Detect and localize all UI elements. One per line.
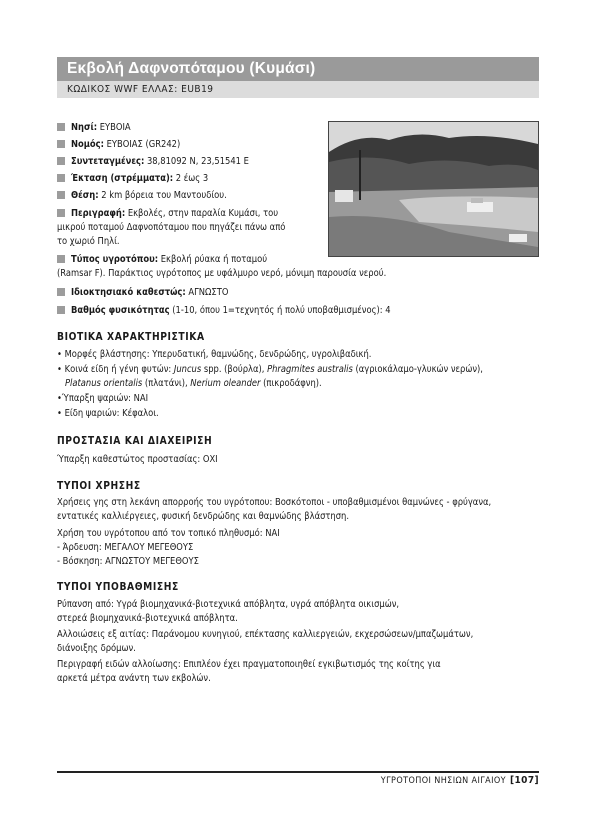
footer-divider [57,771,539,773]
uses-line-2: εντατικές καλλιέργειες, φυσική δενδρώδης και θαμνώδης βλάστηση. [57,511,349,522]
bullet-square [57,191,65,199]
field-ownership: Ιδιοκτησιακό καθεστώς: ΑΓΝΩΣΤΟ [57,286,228,300]
protection-status: Ύπαρξη καθεστώτος προστασίας: ΟΧΙ [57,454,218,465]
section-heading-degradation: ΤΥΠΟΙ ΥΠΟΒΑΘΜΙΣΗΣ [57,582,179,593]
site-photo [328,121,539,257]
bullet-square [57,157,65,165]
bullet-square [57,306,65,314]
field-prefecture: Νομός: ΕΥΒΟΙΑΣ (GR242) [57,138,180,152]
uses-line-5: - Βόσκηση: ΑΓΝΩΣΤΟΥ ΜΕΓΕΘΟΥΣ [57,556,199,567]
bullet-square [57,174,65,182]
degradation-line-1: Ρύπανση από: Υγρά βιομηχανικά-βιοτεχνικά απόβλητα, υγρά απόβλητα οικισμών, [57,599,400,610]
bio-plants-cont: Platanus orientalis (πλατάνι), Nerium oleander (πικροδάφνη). [65,378,322,389]
bio-vegetation: • Μορφές βλάστησης: Υπερυδατική, θαμνώδης, δενδρώδης, υγρολιβαδική. [57,349,372,360]
wwf-code: ΚΩΔΙΚΟΣ WWF ΕΛΛΑΣ: EUB19 [57,81,539,98]
bullet-square [57,209,65,217]
bio-fish-species: • Είδη ψαριών: Κέφαλοι. [57,408,159,419]
uses-line-4: - Άρδευση: ΜΕΓΑΛΟΥ ΜΕΓΕΘΟΥΣ [57,542,194,553]
bullet-square [57,255,65,263]
field-position: Θέση: 2 km βόρεια του Μαντουδίου. [57,189,227,203]
degradation-line-3: Αλλοιώσεις εξ αιτίας: Παράνομου κυνηγιού, επέκτασης καλλιεργειών, εκχερσώσεων/μπαζωμάτων, [57,629,474,640]
field-naturalness: Βαθμός φυσικότητας (1-10, όπου 1=τεχνητός ή πολύ υποβαθμισμένος): 4 [57,304,391,318]
degradation-line-6: αρκετά μέτρα ανάντη των εκβολών. [57,673,211,684]
footer-title: ΥΓΡΟΤΟΠΟΙ ΝΗΣΙΩΝ ΑΙΓΑΙΟΥ [380,776,506,786]
section-heading-uses: ΤΥΠΟΙ ΧΡΗΣΗΣ [57,481,141,492]
page-title: Εκβολή Δαφνοπόταμου (Κυμάσι) [57,57,539,81]
uses-line-1: Χρήσεις γης στη λεκάνη απορροής του υγρότοπου: Βοσκότοποι - υποβαθμισμένοι θαμνώνες - φρύγανα, [57,497,492,508]
degradation-line-5: Περιγραφή ειδών αλλοίωσης: Επιπλέον έχει πραγματοποιηθεί εγκιβωτισμός της κοίτης για [57,659,441,670]
degradation-line-2: στερεά βιομηχανικά-βιοτεχνικά απόβλητα. [57,613,238,624]
section-heading-protection: ΠΡΟΣΤΑΣΙΑ ΚΑΙ ΔΙΑΧΕΙΡΙΣΗ [57,436,213,447]
field-description: Περιγραφή: Εκβολές, στην παραλία Κυμάσι, του μικρού ποταμού Δαφνοπόταμου που πηγάζει πάνω από το χωριό Πηλί. [57,208,286,247]
uses-line-3: Χρήση του υγρότοπου από τον τοπικό πληθυσμό: ΝΑΙ [57,528,280,539]
footer [381,775,539,786]
field-area: Έκταση (στρέμματα): 2 έως 3 [57,172,208,186]
page-number: [107] [509,775,539,786]
field-coordinates: Συντεταγμένες: 38,81092 N, 23,51541 E [57,155,249,169]
section-heading-biotic: ΒΙΟΤΙΚΑ ΧΑΡΑΚΤΗΡΙΣΤΙΚΑ [57,332,205,343]
degradation-line-4: διάνοιξης δρόμων. [57,643,136,654]
bullet-square [57,140,65,148]
bullet-square [57,288,65,296]
bio-plants: • Κοινά είδη ή γένη φυτών: Juncus spp. (βούρλα), Phragmites australis (αγριοκάλαμο-γλυκών νερών), [57,364,483,375]
bullet-square [57,123,65,131]
field-wetland-type: Τύπος υγροτόπου: Εκβολή ρύακα ή ποταμού (Ramsar F). Παράκτιος υγρότοπος με υφάλμυρο νερό, μόνιμη παρουσία νερού. [57,254,387,279]
bio-fish-presence: •Ύπαρξη ψαριών: ΝΑΙ [57,393,149,404]
field-island: Νησί: ΕΥΒΟΙΑ [57,121,131,135]
